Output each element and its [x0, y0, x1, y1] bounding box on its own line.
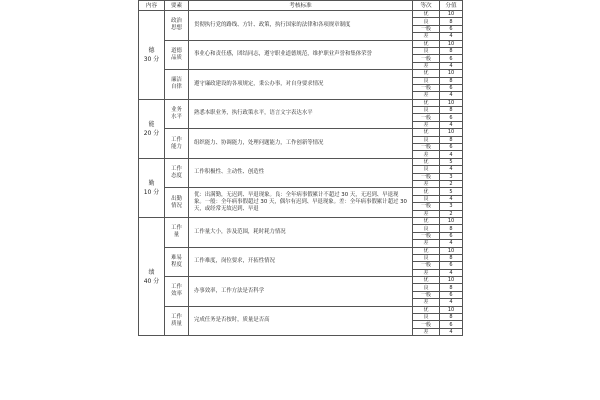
header-content: 内容: [139, 1, 165, 11]
grade-cell: 差: [413, 92, 440, 99]
score-cell: 8: [440, 107, 463, 114]
element-cell: 政治 思想: [165, 11, 189, 41]
table-row: [139, 158, 463, 165]
grade-cell: 良: [413, 195, 440, 202]
header-row: [139, 1, 463, 11]
score-cell: 10: [440, 247, 463, 254]
standard-cell: 熟悉本职业务，执行政策水平，语言文字表达水平: [189, 99, 413, 129]
element-cell: 廉洁 自律: [165, 70, 189, 100]
score-cell: 4: [440, 269, 463, 276]
header-standard: 考核标准: [189, 1, 413, 11]
grade-cell: 优: [413, 70, 440, 77]
grade-cell: 差: [413, 121, 440, 128]
grade-cell: 一般: [413, 55, 440, 62]
score-cell: 6: [440, 321, 463, 328]
score-cell: 8: [440, 254, 463, 261]
header-element: 要素: [165, 1, 189, 11]
grade-cell: 差: [413, 151, 440, 158]
element-cell: 业务 水平: [165, 99, 189, 129]
element-cell: 难易 程度: [165, 247, 189, 277]
score-cell: 2: [440, 180, 463, 187]
score-cell: 10: [440, 129, 463, 136]
score-cell: 10: [440, 217, 463, 224]
score-cell: 4: [440, 62, 463, 69]
standard-cell: 贯彻执行党的路线、方针、政策，执行国家的法律和各项规章制度: [189, 11, 413, 41]
standard-cell: 事业心和责任感，团结同志，遵守职业道德规范，维护职业声誉和集体荣誉: [189, 40, 413, 70]
standard-cell: 工作积极性、主动性、创造性: [189, 158, 413, 188]
element-cell: 工作 效率: [165, 277, 189, 307]
score-cell: 10: [440, 306, 463, 313]
grade-cell: 差: [413, 299, 440, 306]
grade-cell: 良: [413, 284, 440, 291]
header-grade: 等次: [413, 1, 440, 11]
table-body: [139, 11, 463, 336]
grade-cell: 良: [413, 77, 440, 84]
category-cell: 绩 40 分: [139, 217, 165, 335]
score-cell: 5: [440, 158, 463, 165]
score-cell: 6: [440, 55, 463, 62]
score-cell: 6: [440, 25, 463, 32]
table-row: [139, 129, 463, 136]
score-cell: 8: [440, 47, 463, 54]
element-cell: 道德 品质: [165, 40, 189, 70]
grade-cell: 良: [413, 314, 440, 321]
score-cell: 8: [440, 18, 463, 25]
score-cell: 6: [440, 232, 463, 239]
grade-cell: 一般: [413, 144, 440, 151]
standard-cell: 工作量大小，涉及范围，耗时耗力情况: [189, 217, 413, 247]
standard-cell: 遵守廉政建设的各项规定，秉公办事，对自身要求情况: [189, 70, 413, 100]
evaluation-table: [138, 0, 463, 336]
score-cell: 4: [440, 166, 463, 173]
score-cell: 8: [440, 77, 463, 84]
score-cell: 3: [440, 203, 463, 210]
score-cell: 4: [440, 92, 463, 99]
grade-cell: 差: [413, 269, 440, 276]
category-cell: 能 20 分: [139, 99, 165, 158]
score-cell: 6: [440, 114, 463, 121]
score-cell: 10: [440, 11, 463, 18]
score-cell: 8: [440, 136, 463, 143]
grade-cell: 优: [413, 11, 440, 18]
table-row: [139, 217, 463, 224]
standard-cell: 组织能力、协调能力，处理问题能力，工作创新等情况: [189, 129, 413, 159]
score-cell: 4: [440, 240, 463, 247]
score-cell: 4: [440, 195, 463, 202]
standard-cell: 办事效率，工作方法是否科学: [189, 277, 413, 307]
grade-cell: 差: [413, 240, 440, 247]
grade-cell: 良: [413, 18, 440, 25]
score-cell: 8: [440, 225, 463, 232]
grade-cell: 一般: [413, 173, 440, 180]
grade-cell: 一般: [413, 203, 440, 210]
score-cell: 10: [440, 40, 463, 47]
score-cell: 6: [440, 262, 463, 269]
score-cell: 4: [440, 151, 463, 158]
grade-cell: 差: [413, 328, 440, 335]
grade-cell: 差: [413, 62, 440, 69]
score-cell: 3: [440, 173, 463, 180]
score-cell: 10: [440, 70, 463, 77]
score-cell: 6: [440, 84, 463, 91]
table-row: [139, 277, 463, 284]
element-cell: 工作 量: [165, 217, 189, 247]
standard-cell: 优：出满勤，无迟到、早退现象。良：全年病事假累计不超过 30 天，无迟到、早退现象。一般：全年病事假超过 30 天，偶尔有迟到、早退现象。差：全年病事假累计超过 30 天，或经常无故迟到、早退: [189, 188, 413, 218]
grade-cell: 一般: [413, 232, 440, 239]
grade-cell: 优: [413, 158, 440, 165]
standard-cell: 完成任务是否按时，质量是否高: [189, 306, 413, 336]
grade-cell: 良: [413, 254, 440, 261]
standard-cell: 工作难度，岗位要求，开拓性情况: [189, 247, 413, 277]
table-row: [139, 247, 463, 254]
score-cell: 5: [440, 188, 463, 195]
grade-cell: 差: [413, 210, 440, 217]
grade-cell: 差: [413, 33, 440, 40]
table-row: [139, 306, 463, 313]
element-cell: 出勤 情况: [165, 188, 189, 218]
element-cell: 工作 态度: [165, 158, 189, 188]
header-score: 分值: [440, 1, 463, 11]
table-row: [139, 11, 463, 18]
grade-cell: 优: [413, 217, 440, 224]
table-row: [139, 70, 463, 77]
score-cell: 10: [440, 99, 463, 106]
grade-cell: 良: [413, 107, 440, 114]
score-cell: 4: [440, 33, 463, 40]
grade-cell: 优: [413, 277, 440, 284]
table-row: [139, 99, 463, 106]
score-cell: 6: [440, 291, 463, 298]
grade-cell: 优: [413, 40, 440, 47]
grade-cell: 一般: [413, 84, 440, 91]
element-cell: 工作 质量: [165, 306, 189, 336]
grade-cell: 优: [413, 99, 440, 106]
score-cell: 10: [440, 277, 463, 284]
score-cell: 4: [440, 328, 463, 335]
grade-cell: 一般: [413, 114, 440, 121]
grade-cell: 优: [413, 247, 440, 254]
score-cell: 2: [440, 210, 463, 217]
score-cell: 4: [440, 121, 463, 128]
score-cell: 8: [440, 284, 463, 291]
grade-cell: 差: [413, 180, 440, 187]
score-cell: 4: [440, 299, 463, 306]
grade-cell: 一般: [413, 25, 440, 32]
grade-cell: 良: [413, 166, 440, 173]
grade-cell: 一般: [413, 262, 440, 269]
table-row: [139, 188, 463, 195]
element-cell: 工作 能力: [165, 129, 189, 159]
grade-cell: 良: [413, 47, 440, 54]
grade-cell: 一般: [413, 321, 440, 328]
grade-cell: 良: [413, 225, 440, 232]
grade-cell: 一般: [413, 291, 440, 298]
grade-cell: 优: [413, 306, 440, 313]
category-cell: 德 30 分: [139, 11, 165, 100]
score-cell: 6: [440, 144, 463, 151]
grade-cell: 良: [413, 136, 440, 143]
category-cell: 勤 10 分: [139, 158, 165, 217]
score-cell: 8: [440, 314, 463, 321]
grade-cell: 优: [413, 188, 440, 195]
grade-cell: 优: [413, 129, 440, 136]
table-row: [139, 40, 463, 47]
